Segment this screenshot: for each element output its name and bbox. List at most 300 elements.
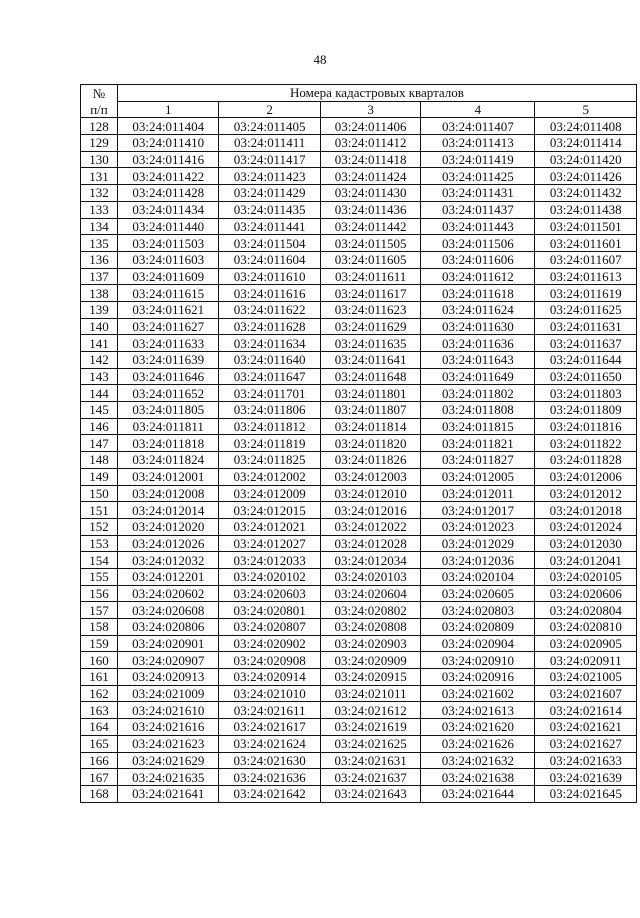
header-row-columns (81, 101, 637, 118)
cadastral-number-cell: 03:24:011430 (320, 185, 420, 202)
cadastral-number-cell: 03:24:011437 (421, 201, 535, 218)
cadastral-number-cell: 03:24:020901 (117, 635, 218, 652)
cadastral-number-cell: 03:24:011825 (219, 452, 320, 469)
cadastral-number-cell: 03:24:011603 (117, 251, 218, 268)
cadastral-number-cell: 03:24:011619 (535, 285, 637, 302)
cadastral-number-cell: 03:24:011419 (421, 151, 535, 168)
cadastral-number-cell: 03:24:011420 (535, 151, 637, 168)
cadastral-number-cell: 03:24:020810 (535, 619, 637, 636)
cadastral-number-cell: 03:24:012005 (421, 468, 535, 485)
cadastral-number-cell: 03:24:021637 (320, 769, 420, 786)
cadastral-number-cell: 03:24:021614 (535, 702, 637, 719)
cadastral-number-cell: 03:24:011646 (117, 368, 218, 385)
cadastral-number-cell: 03:24:021631 (320, 752, 420, 769)
cadastral-number-cell: 03:24:011501 (535, 218, 637, 235)
row-number-cell: 149 (81, 468, 118, 485)
cadastral-number-cell: 03:24:011828 (535, 452, 637, 469)
cadastral-number-cell: 03:24:021627 (535, 735, 637, 752)
cadastral-number-cell: 03:24:011807 (320, 402, 420, 419)
cadastral-number-cell: 03:24:012016 (320, 502, 420, 519)
table-row (81, 585, 637, 602)
table-row (81, 435, 637, 452)
cadastral-number-cell: 03:24:011442 (320, 218, 420, 235)
cadastral-number-cell: 03:24:020102 (219, 568, 320, 585)
column-header: 5 (535, 101, 637, 118)
row-number-cell: 148 (81, 452, 118, 469)
cadastral-table (80, 84, 637, 803)
cadastral-number-cell: 03:24:021635 (117, 769, 218, 786)
cadastral-number-cell: 03:24:011434 (117, 201, 218, 218)
cadastral-number-cell: 03:24:011438 (535, 201, 637, 218)
cadastral-number-cell: 03:24:011424 (320, 168, 420, 185)
cadastral-number-cell: 03:24:021613 (421, 702, 535, 719)
row-number-cell: 153 (81, 535, 118, 552)
cadastral-number-cell: 03:24:011634 (219, 335, 320, 352)
cadastral-number-cell: 03:24:011650 (535, 368, 637, 385)
cadastral-number-cell: 03:24:011411 (219, 135, 320, 152)
cadastral-number-cell: 03:24:020909 (320, 652, 420, 669)
table-row (81, 168, 637, 185)
cadastral-number-cell: 03:24:011503 (117, 235, 218, 252)
cadastral-number-cell: 03:24:011404 (117, 118, 218, 135)
cadastral-number-cell: 03:24:011610 (219, 268, 320, 285)
table-row (81, 552, 637, 569)
table-row (81, 301, 637, 318)
row-number-cell: 168 (81, 785, 118, 802)
cadastral-number-cell: 03:24:011652 (117, 385, 218, 402)
cadastral-number-cell: 03:24:012028 (320, 535, 420, 552)
cadastral-number-cell: 03:24:020809 (421, 619, 535, 636)
cadastral-number-cell: 03:24:020902 (219, 635, 320, 652)
cadastral-number-cell: 03:24:021632 (421, 752, 535, 769)
cadastral-number-cell: 03:24:021610 (117, 702, 218, 719)
table-row (81, 368, 637, 385)
table-row (81, 335, 637, 352)
row-number-cell: 162 (81, 685, 118, 702)
table-row (81, 135, 637, 152)
cadastral-number-cell: 03:24:011615 (117, 285, 218, 302)
cadastral-number-cell: 03:24:011505 (320, 235, 420, 252)
cadastral-number-cell: 03:24:012029 (421, 535, 535, 552)
table-row (81, 568, 637, 585)
cadastral-number-cell: 03:24:011643 (421, 352, 535, 369)
cadastral-number-cell: 03:24:011649 (421, 368, 535, 385)
table-row (81, 535, 637, 552)
cadastral-number-cell: 03:24:012006 (535, 468, 637, 485)
cadastral-number-cell: 03:24:020604 (320, 585, 420, 602)
cadastral-number-cell: 03:24:011425 (421, 168, 535, 185)
cadastral-number-cell: 03:24:011822 (535, 435, 637, 452)
cadastral-number-cell: 03:24:011443 (421, 218, 535, 235)
row-number-cell: 160 (81, 652, 118, 669)
cadastral-number-cell: 03:24:011631 (535, 318, 637, 335)
cadastral-number-cell: 03:24:021602 (421, 685, 535, 702)
cadastral-number-cell: 03:24:021619 (320, 719, 420, 736)
cadastral-number-cell: 03:24:011628 (219, 318, 320, 335)
header-pp-label: п/п (81, 101, 118, 118)
row-number-cell: 156 (81, 585, 118, 602)
cadastral-number-cell: 03:24:012015 (219, 502, 320, 519)
row-number-cell: 131 (81, 168, 118, 185)
cadastral-number-cell: 03:24:021642 (219, 785, 320, 802)
cadastral-number-cell: 03:24:020903 (320, 635, 420, 652)
table-row (81, 201, 637, 218)
cadastral-number-cell: 03:24:011408 (535, 118, 637, 135)
cadastral-number-cell: 03:24:011630 (421, 318, 535, 335)
cadastral-number-cell: 03:24:011426 (535, 168, 637, 185)
table-row (81, 702, 637, 719)
cadastral-number-cell: 03:24:011618 (421, 285, 535, 302)
row-number-cell: 139 (81, 301, 118, 318)
cadastral-number-cell: 03:24:011647 (219, 368, 320, 385)
column-header: 1 (117, 101, 218, 118)
row-number-cell: 161 (81, 669, 118, 686)
table-row (81, 685, 637, 702)
cadastral-number-cell: 03:24:011637 (535, 335, 637, 352)
table-row (81, 118, 637, 135)
row-number-cell: 154 (81, 552, 118, 569)
cadastral-number-cell: 03:24:011621 (117, 301, 218, 318)
table-row (81, 268, 637, 285)
cadastral-number-cell: 03:24:012036 (421, 552, 535, 569)
row-number-cell: 163 (81, 702, 118, 719)
cadastral-number-cell: 03:24:012011 (421, 485, 535, 502)
cadastral-number-cell: 03:24:011820 (320, 435, 420, 452)
row-number-cell: 159 (81, 635, 118, 652)
row-number-cell: 136 (81, 251, 118, 268)
cadastral-number-cell: 03:24:011432 (535, 185, 637, 202)
cadastral-number-cell: 03:24:021636 (219, 769, 320, 786)
table-row (81, 318, 637, 335)
cadastral-number-cell: 03:24:011818 (117, 435, 218, 452)
table-body (81, 118, 637, 802)
cadastral-number-cell: 03:24:011627 (117, 318, 218, 335)
cadastral-number-cell: 03:24:011414 (535, 135, 637, 152)
cadastral-number-cell: 03:24:021629 (117, 752, 218, 769)
cadastral-number-cell: 03:24:012041 (535, 552, 637, 569)
cadastral-number-cell: 03:24:012026 (117, 535, 218, 552)
table-row (81, 452, 637, 469)
table-row (81, 602, 637, 619)
cadastral-number-cell: 03:24:021623 (117, 735, 218, 752)
cadastral-number-cell: 03:24:021638 (421, 769, 535, 786)
table-row (81, 752, 637, 769)
table-row (81, 518, 637, 535)
cadastral-number-cell: 03:24:011808 (421, 402, 535, 419)
cadastral-number-cell: 03:24:012022 (320, 518, 420, 535)
cadastral-number-cell: 03:24:011612 (421, 268, 535, 285)
cadastral-number-cell: 03:24:012024 (535, 518, 637, 535)
cadastral-number-cell: 03:24:011701 (219, 385, 320, 402)
cadastral-number-cell: 03:24:011428 (117, 185, 218, 202)
row-number-cell: 155 (81, 568, 118, 585)
cadastral-number-cell: 03:24:011622 (219, 301, 320, 318)
cadastral-number-cell: 03:24:020908 (219, 652, 320, 669)
cadastral-number-cell: 03:24:020911 (535, 652, 637, 669)
cadastral-number-cell: 03:24:011435 (219, 201, 320, 218)
cadastral-number-cell: 03:24:011635 (320, 335, 420, 352)
cadastral-number-cell: 03:24:020608 (117, 602, 218, 619)
cadastral-number-cell: 03:24:011814 (320, 418, 420, 435)
cadastral-number-cell: 03:24:011624 (421, 301, 535, 318)
cadastral-number-cell: 03:24:011417 (219, 151, 320, 168)
cadastral-number-cell: 03:24:012201 (117, 568, 218, 585)
cadastral-number-cell: 03:24:020913 (117, 669, 218, 686)
table-row (81, 485, 637, 502)
cadastral-number-cell: 03:24:011803 (535, 385, 637, 402)
cadastral-number-cell: 03:24:020904 (421, 635, 535, 652)
column-header: 3 (320, 101, 420, 118)
row-number-cell: 166 (81, 752, 118, 769)
cadastral-number-cell: 03:24:011809 (535, 402, 637, 419)
table-row (81, 251, 637, 268)
cadastral-number-cell: 03:24:011607 (535, 251, 637, 268)
cadastral-number-cell: 03:24:020606 (535, 585, 637, 602)
cadastral-number-cell: 03:24:011410 (117, 135, 218, 152)
row-number-cell: 145 (81, 402, 118, 419)
cadastral-number-cell: 03:24:020804 (535, 602, 637, 619)
cadastral-number-cell: 03:24:021617 (219, 719, 320, 736)
cadastral-number-cell: 03:24:011611 (320, 268, 420, 285)
row-number-cell: 132 (81, 185, 118, 202)
cadastral-number-cell: 03:24:021630 (219, 752, 320, 769)
cadastral-number-cell: 03:24:020605 (421, 585, 535, 602)
cadastral-number-cell: 03:24:021612 (320, 702, 420, 719)
row-number-cell: 167 (81, 769, 118, 786)
table-row (81, 185, 637, 202)
cadastral-number-cell: 03:24:021624 (219, 735, 320, 752)
row-number-cell: 142 (81, 352, 118, 369)
cadastral-number-cell: 03:24:011422 (117, 168, 218, 185)
cadastral-number-cell: 03:24:011629 (320, 318, 420, 335)
cadastral-number-cell: 03:24:011616 (219, 285, 320, 302)
cadastral-number-cell: 03:24:011802 (421, 385, 535, 402)
table-row (81, 669, 637, 686)
cadastral-number-cell: 03:24:021633 (535, 752, 637, 769)
cadastral-number-cell: 03:24:011801 (320, 385, 420, 402)
cadastral-number-cell: 03:24:012002 (219, 468, 320, 485)
column-header: 4 (421, 101, 535, 118)
cadastral-number-cell: 03:24:011617 (320, 285, 420, 302)
cadastral-number-cell: 03:24:012001 (117, 468, 218, 485)
cadastral-number-cell: 03:24:021620 (421, 719, 535, 736)
cadastral-number-cell: 03:24:020915 (320, 669, 420, 686)
cadastral-number-cell: 03:24:020916 (421, 669, 535, 686)
cadastral-number-cell: 03:24:021626 (421, 735, 535, 752)
table-row (81, 785, 637, 802)
cadastral-number-cell: 03:24:021009 (117, 685, 218, 702)
cadastral-number-cell: 03:24:011633 (117, 335, 218, 352)
row-number-cell: 165 (81, 735, 118, 752)
cadastral-number-cell: 03:24:012012 (535, 485, 637, 502)
cadastral-number-cell: 03:24:011601 (535, 235, 637, 252)
table-row (81, 652, 637, 669)
table-row (81, 735, 637, 752)
cadastral-number-cell: 03:24:011606 (421, 251, 535, 268)
row-number-cell: 140 (81, 318, 118, 335)
cadastral-number-cell: 03:24:012033 (219, 552, 320, 569)
cadastral-number-cell: 03:24:011811 (117, 418, 218, 435)
page-number: 48 (313, 52, 327, 67)
cadastral-number-cell: 03:24:021643 (320, 785, 420, 802)
cadastral-number-cell: 03:24:020103 (320, 568, 420, 585)
header-no-label: № (81, 85, 118, 102)
header-title: Номера кадастровых кварталов (117, 85, 636, 102)
row-number-cell: 157 (81, 602, 118, 619)
row-number-cell: 147 (81, 435, 118, 452)
cadastral-number-cell: 03:24:011623 (320, 301, 420, 318)
cadastral-number-cell: 03:24:021010 (219, 685, 320, 702)
row-number-cell: 152 (81, 518, 118, 535)
cadastral-number-cell: 03:24:011413 (421, 135, 535, 152)
cadastral-number-cell: 03:24:021645 (535, 785, 637, 802)
row-number-cell: 158 (81, 619, 118, 636)
cadastral-number-cell: 03:24:012009 (219, 485, 320, 502)
cadastral-number-cell: 03:24:012003 (320, 468, 420, 485)
cadastral-number-cell: 03:24:011644 (535, 352, 637, 369)
cadastral-number-cell: 03:24:011418 (320, 151, 420, 168)
table-row (81, 352, 637, 369)
cadastral-number-cell: 03:24:011604 (219, 251, 320, 268)
cadastral-number-cell: 03:24:011641 (320, 352, 420, 369)
cadastral-number-cell: 03:24:011815 (421, 418, 535, 435)
table-row (81, 235, 637, 252)
cadastral-number-cell: 03:24:011441 (219, 218, 320, 235)
cadastral-number-cell: 03:24:021621 (535, 719, 637, 736)
cadastral-number-cell: 03:24:021005 (535, 669, 637, 686)
cadastral-number-cell: 03:24:011805 (117, 402, 218, 419)
cadastral-number-cell: 03:24:012008 (117, 485, 218, 502)
cadastral-number-cell: 03:24:021611 (219, 702, 320, 719)
cadastral-number-cell: 03:24:020603 (219, 585, 320, 602)
table-row (81, 635, 637, 652)
row-number-cell: 146 (81, 418, 118, 435)
cadastral-number-cell: 03:24:011636 (421, 335, 535, 352)
cadastral-number-cell: 03:24:012027 (219, 535, 320, 552)
cadastral-number-cell: 03:24:020803 (421, 602, 535, 619)
cadastral-number-cell: 03:24:011613 (535, 268, 637, 285)
row-number-cell: 129 (81, 135, 118, 152)
cadastral-number-cell: 03:24:020808 (320, 619, 420, 636)
table-row (81, 719, 637, 736)
cadastral-number-cell: 03:24:011812 (219, 418, 320, 435)
row-number-cell: 133 (81, 201, 118, 218)
cadastral-number-cell: 03:24:021625 (320, 735, 420, 752)
cadastral-number-cell: 03:24:011826 (320, 452, 420, 469)
cadastral-number-cell: 03:24:020914 (219, 669, 320, 686)
cadastral-number-cell: 03:24:011816 (535, 418, 637, 435)
cadastral-number-cell: 03:24:012030 (535, 535, 637, 552)
cadastral-number-cell: 03:24:020807 (219, 619, 320, 636)
table-row (81, 151, 637, 168)
cadastral-number-cell: 03:24:012018 (535, 502, 637, 519)
cadastral-number-cell: 03:24:012017 (421, 502, 535, 519)
header-row-top (81, 85, 637, 102)
cadastral-number-cell: 03:24:012014 (117, 502, 218, 519)
cadastral-number-cell: 03:24:021607 (535, 685, 637, 702)
table-row (81, 385, 637, 402)
cadastral-number-cell: 03:24:011412 (320, 135, 420, 152)
cadastral-number-cell: 03:24:021641 (117, 785, 218, 802)
cadastral-number-cell: 03:24:011609 (117, 268, 218, 285)
cadastral-number-cell: 03:24:021644 (421, 785, 535, 802)
row-number-cell: 151 (81, 502, 118, 519)
table-row (81, 285, 637, 302)
table-row (81, 218, 637, 235)
cadastral-number-cell: 03:24:011640 (219, 352, 320, 369)
cadastral-number-cell: 03:24:011625 (535, 301, 637, 318)
table-row (81, 502, 637, 519)
table-row (81, 402, 637, 419)
cadastral-number-cell: 03:24:020905 (535, 635, 637, 652)
table-row (81, 418, 637, 435)
cadastral-number-cell: 03:24:020907 (117, 652, 218, 669)
cadastral-number-cell: 03:24:020104 (421, 568, 535, 585)
table-row (81, 468, 637, 485)
row-number-cell: 150 (81, 485, 118, 502)
cadastral-number-cell: 03:24:011605 (320, 251, 420, 268)
column-header: 2 (219, 101, 320, 118)
cadastral-number-cell: 03:24:011648 (320, 368, 420, 385)
cadastral-number-cell: 03:24:012032 (117, 552, 218, 569)
cadastral-number-cell: 03:24:011827 (421, 452, 535, 469)
row-number-cell: 143 (81, 368, 118, 385)
cadastral-number-cell: 03:24:012021 (219, 518, 320, 535)
cadastral-number-cell: 03:24:012034 (320, 552, 420, 569)
cadastral-number-cell: 03:24:021616 (117, 719, 218, 736)
cadastral-number-cell: 03:24:011639 (117, 352, 218, 369)
cadastral-number-cell: 03:24:011405 (219, 118, 320, 135)
cadastral-number-cell: 03:24:011506 (421, 235, 535, 252)
row-number-cell: 164 (81, 719, 118, 736)
row-number-cell: 137 (81, 268, 118, 285)
cadastral-number-cell: 03:24:020806 (117, 619, 218, 636)
cadastral-number-cell: 03:24:012023 (421, 518, 535, 535)
cadastral-number-cell: 03:24:020801 (219, 602, 320, 619)
table-row (81, 619, 637, 636)
cadastral-number-cell: 03:24:020602 (117, 585, 218, 602)
cadastral-number-cell: 03:24:012010 (320, 485, 420, 502)
cadastral-number-cell: 03:24:020105 (535, 568, 637, 585)
row-number-cell: 141 (81, 335, 118, 352)
row-number-cell: 128 (81, 118, 118, 135)
cadastral-number-cell: 03:24:011423 (219, 168, 320, 185)
cadastral-number-cell: 03:24:011406 (320, 118, 420, 135)
cadastral-number-cell: 03:24:012020 (117, 518, 218, 535)
cadastral-number-cell: 03:24:011819 (219, 435, 320, 452)
cadastral-number-cell: 03:24:020910 (421, 652, 535, 669)
cadastral-number-cell: 03:24:021011 (320, 685, 420, 702)
cadastral-number-cell: 03:24:011821 (421, 435, 535, 452)
cadastral-number-cell: 03:24:011429 (219, 185, 320, 202)
table-row (81, 769, 637, 786)
row-number-cell: 138 (81, 285, 118, 302)
cadastral-number-cell: 03:24:021639 (535, 769, 637, 786)
cadastral-number-cell: 03:24:011824 (117, 452, 218, 469)
cadastral-number-cell: 03:24:011436 (320, 201, 420, 218)
cadastral-number-cell: 03:24:020802 (320, 602, 420, 619)
row-number-cell: 144 (81, 385, 118, 402)
cadastral-number-cell: 03:24:011431 (421, 185, 535, 202)
cadastral-number-cell: 03:24:011806 (219, 402, 320, 419)
row-number-cell: 130 (81, 151, 118, 168)
row-number-cell: 134 (81, 218, 118, 235)
cadastral-number-cell: 03:24:011416 (117, 151, 218, 168)
cadastral-number-cell: 03:24:011440 (117, 218, 218, 235)
row-number-cell: 135 (81, 235, 118, 252)
cadastral-number-cell: 03:24:011407 (421, 118, 535, 135)
cadastral-number-cell: 03:24:011504 (219, 235, 320, 252)
